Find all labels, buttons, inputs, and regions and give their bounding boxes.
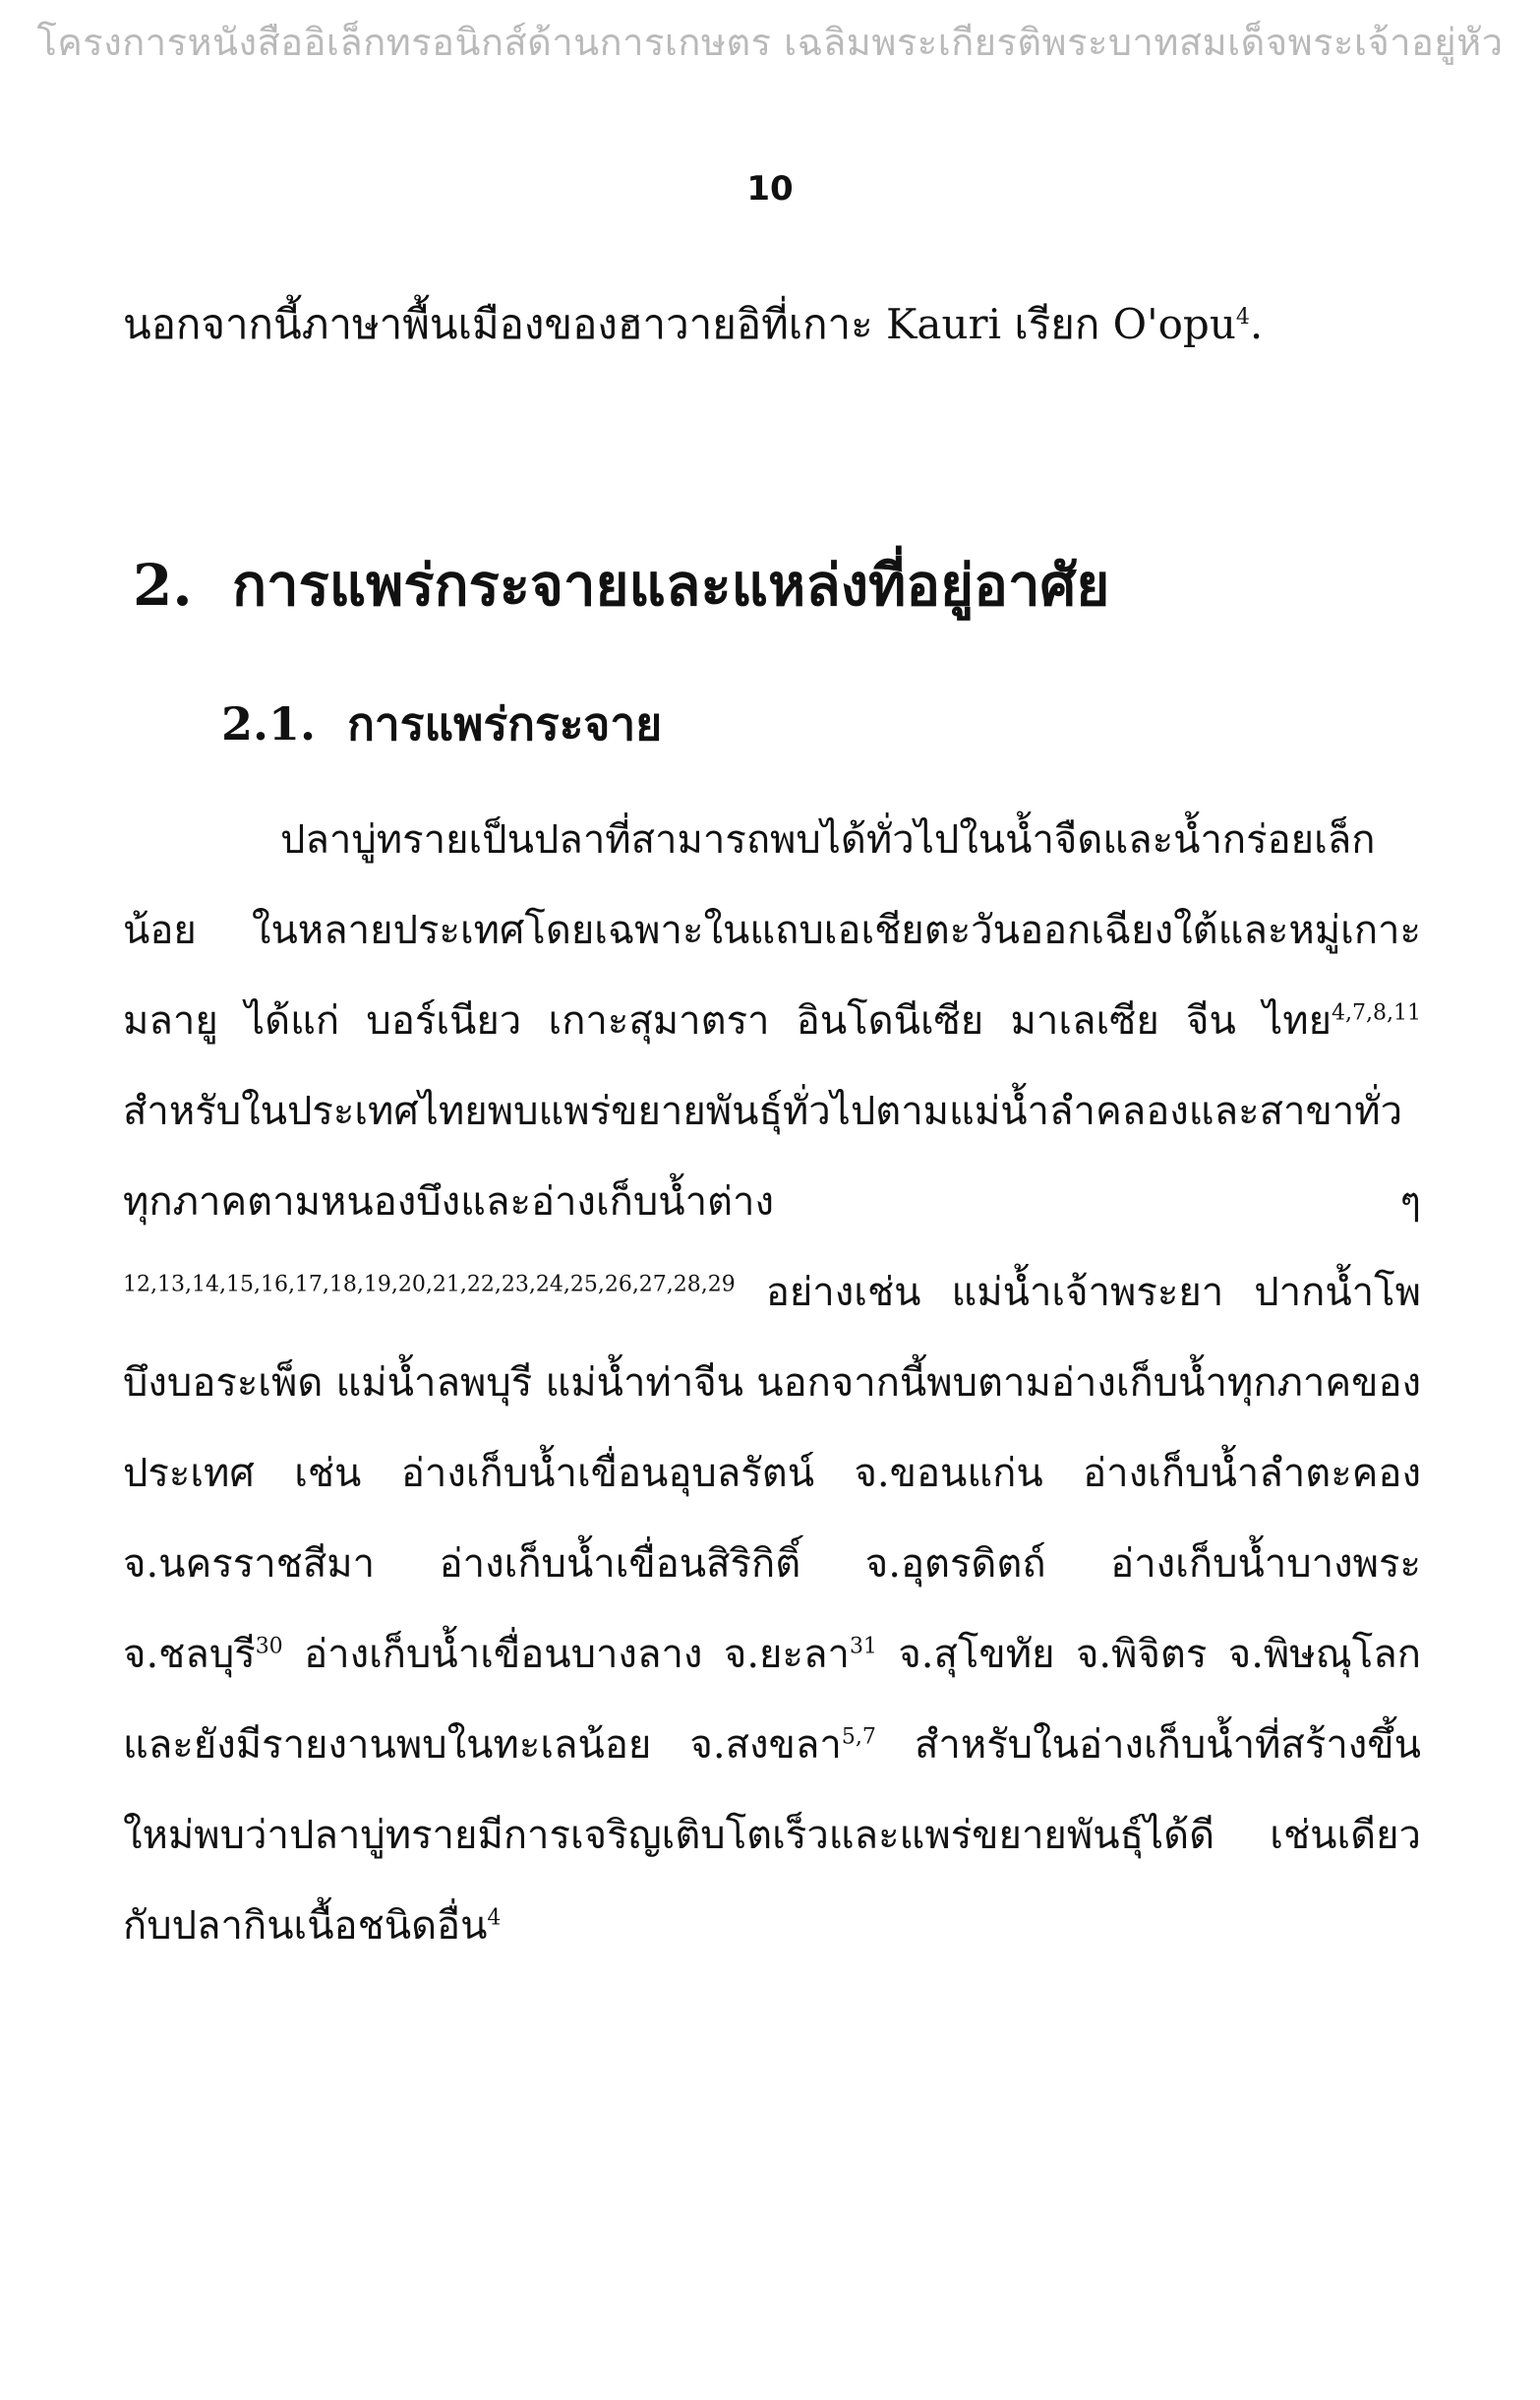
page-number: 10 <box>746 169 794 209</box>
subsection-heading <box>221 689 662 760</box>
watermark-header: โครงการหนังสืออิเล็กทรอนิกส์ด้านการเกษตร เฉลิมพระเกียรติพระบาทสมเด็จพระเจ้าอยู่หัว <box>36 21 1504 64</box>
footnote-ref-3: 30 <box>255 1634 283 1659</box>
footnote-ref-6: 4 <box>487 1905 502 1931</box>
intro-text: นอกจากนี้ภาษาพื้นเมืองของฮาวายอิที่เกาะ Kauri เรียก O'opu <box>123 300 1236 348</box>
intro-end: . <box>1249 300 1264 348</box>
footnote-ref-4: 31 <box>849 1634 877 1659</box>
paragraph-part-3: อย่างเช่น แม่น้ำเจ้าพระยา ปากน้ำโพ บึงบอระเพ็ด แม่น้ำลพบุรี แม่น้ำท่าจีน นอกจากนี้พบตามอ่างเก็บน้ำทุกภาคของประเทศ เช่น อ่างเก็บน้ำเขื่อนอุบลรัตน์ จ.ขอนแก่น อ่างเก็บน้ำลำตะคอง จ.นครราชสีมา อ่างเก็บน้ำเขื่อนสิริกิติ์ จ.อุตรดิตถ์ อ่างเก็บน้ำบางพระ จ.ชลบุรี <box>123 1270 1421 1677</box>
section-number: 2. <box>133 552 193 619</box>
footnote-ref-2: 12,13,14,15,16,17,18,19,20,21,22,23,24,25,26,27,28,29 <box>123 1272 736 1297</box>
footnote-ref-1: 4,7,8,11 <box>1332 1000 1421 1026</box>
section-heading <box>133 539 1109 630</box>
paragraph-part-5: จ.สุโขทัย จ.พิจิตร จ.พิษณุโลก และยังมีรายงานพบในทะเลน้อย จ.สงขลา <box>123 1632 1421 1768</box>
paragraph-part-6: สำหรับในอ่างเก็บน้ำที่สร้างขึ้นใหม่พบว่าปลาบู่ทรายมีการเจริญเติบโตเร็วและแพร่ขยายพันธุ์ได้ดี เช่นเดียวกับปลากินเนื้อชนิดอื่น <box>123 1722 1421 1949</box>
paragraph-part-1: ปลาบู่ทรายเป็นปลาที่สามารถพบได้ทั่วไปในน้ำจืดและน้ำกร่อยเล็กน้อย ในหลายประเทศโดยเฉพาะในแถบเอเชียตะวันออกเฉียงใต้และหมู่เกาะมลายู ได้แก่ บอร์เนียว เกาะสุมาตรา อินโดนีเซีย มาเลเซีย จีน ไทย <box>123 817 1421 1044</box>
paragraph-part-4: อ่างเก็บน้ำเขื่อนบางลาง จ.ยะลา <box>282 1632 850 1677</box>
subsection-title: การแพร่กระจาย <box>347 697 663 750</box>
intro-paragraph <box>123 275 1421 374</box>
paragraph-body <box>123 795 1421 1971</box>
footnote-ref-5: 5,7 <box>841 1724 876 1750</box>
paragraph-part-2: สำหรับในประเทศไทยพบแพร่ขยายพันธุ์ทั่วไปตามแม่น้ำลำคลองและสาขาทั่วทุกภาคตามหนองบึงและอ่างเก็บน้ำต่าง ๆ <box>123 1089 1421 1225</box>
section-title: การแพร่กระจายและแหล่งที่อยู่อาศัย <box>231 552 1110 619</box>
intro-footnote-ref: 4 <box>1235 305 1250 330</box>
subsection-number: 2.1. <box>221 697 317 750</box>
distribution-paragraph <box>123 795 1421 1971</box>
